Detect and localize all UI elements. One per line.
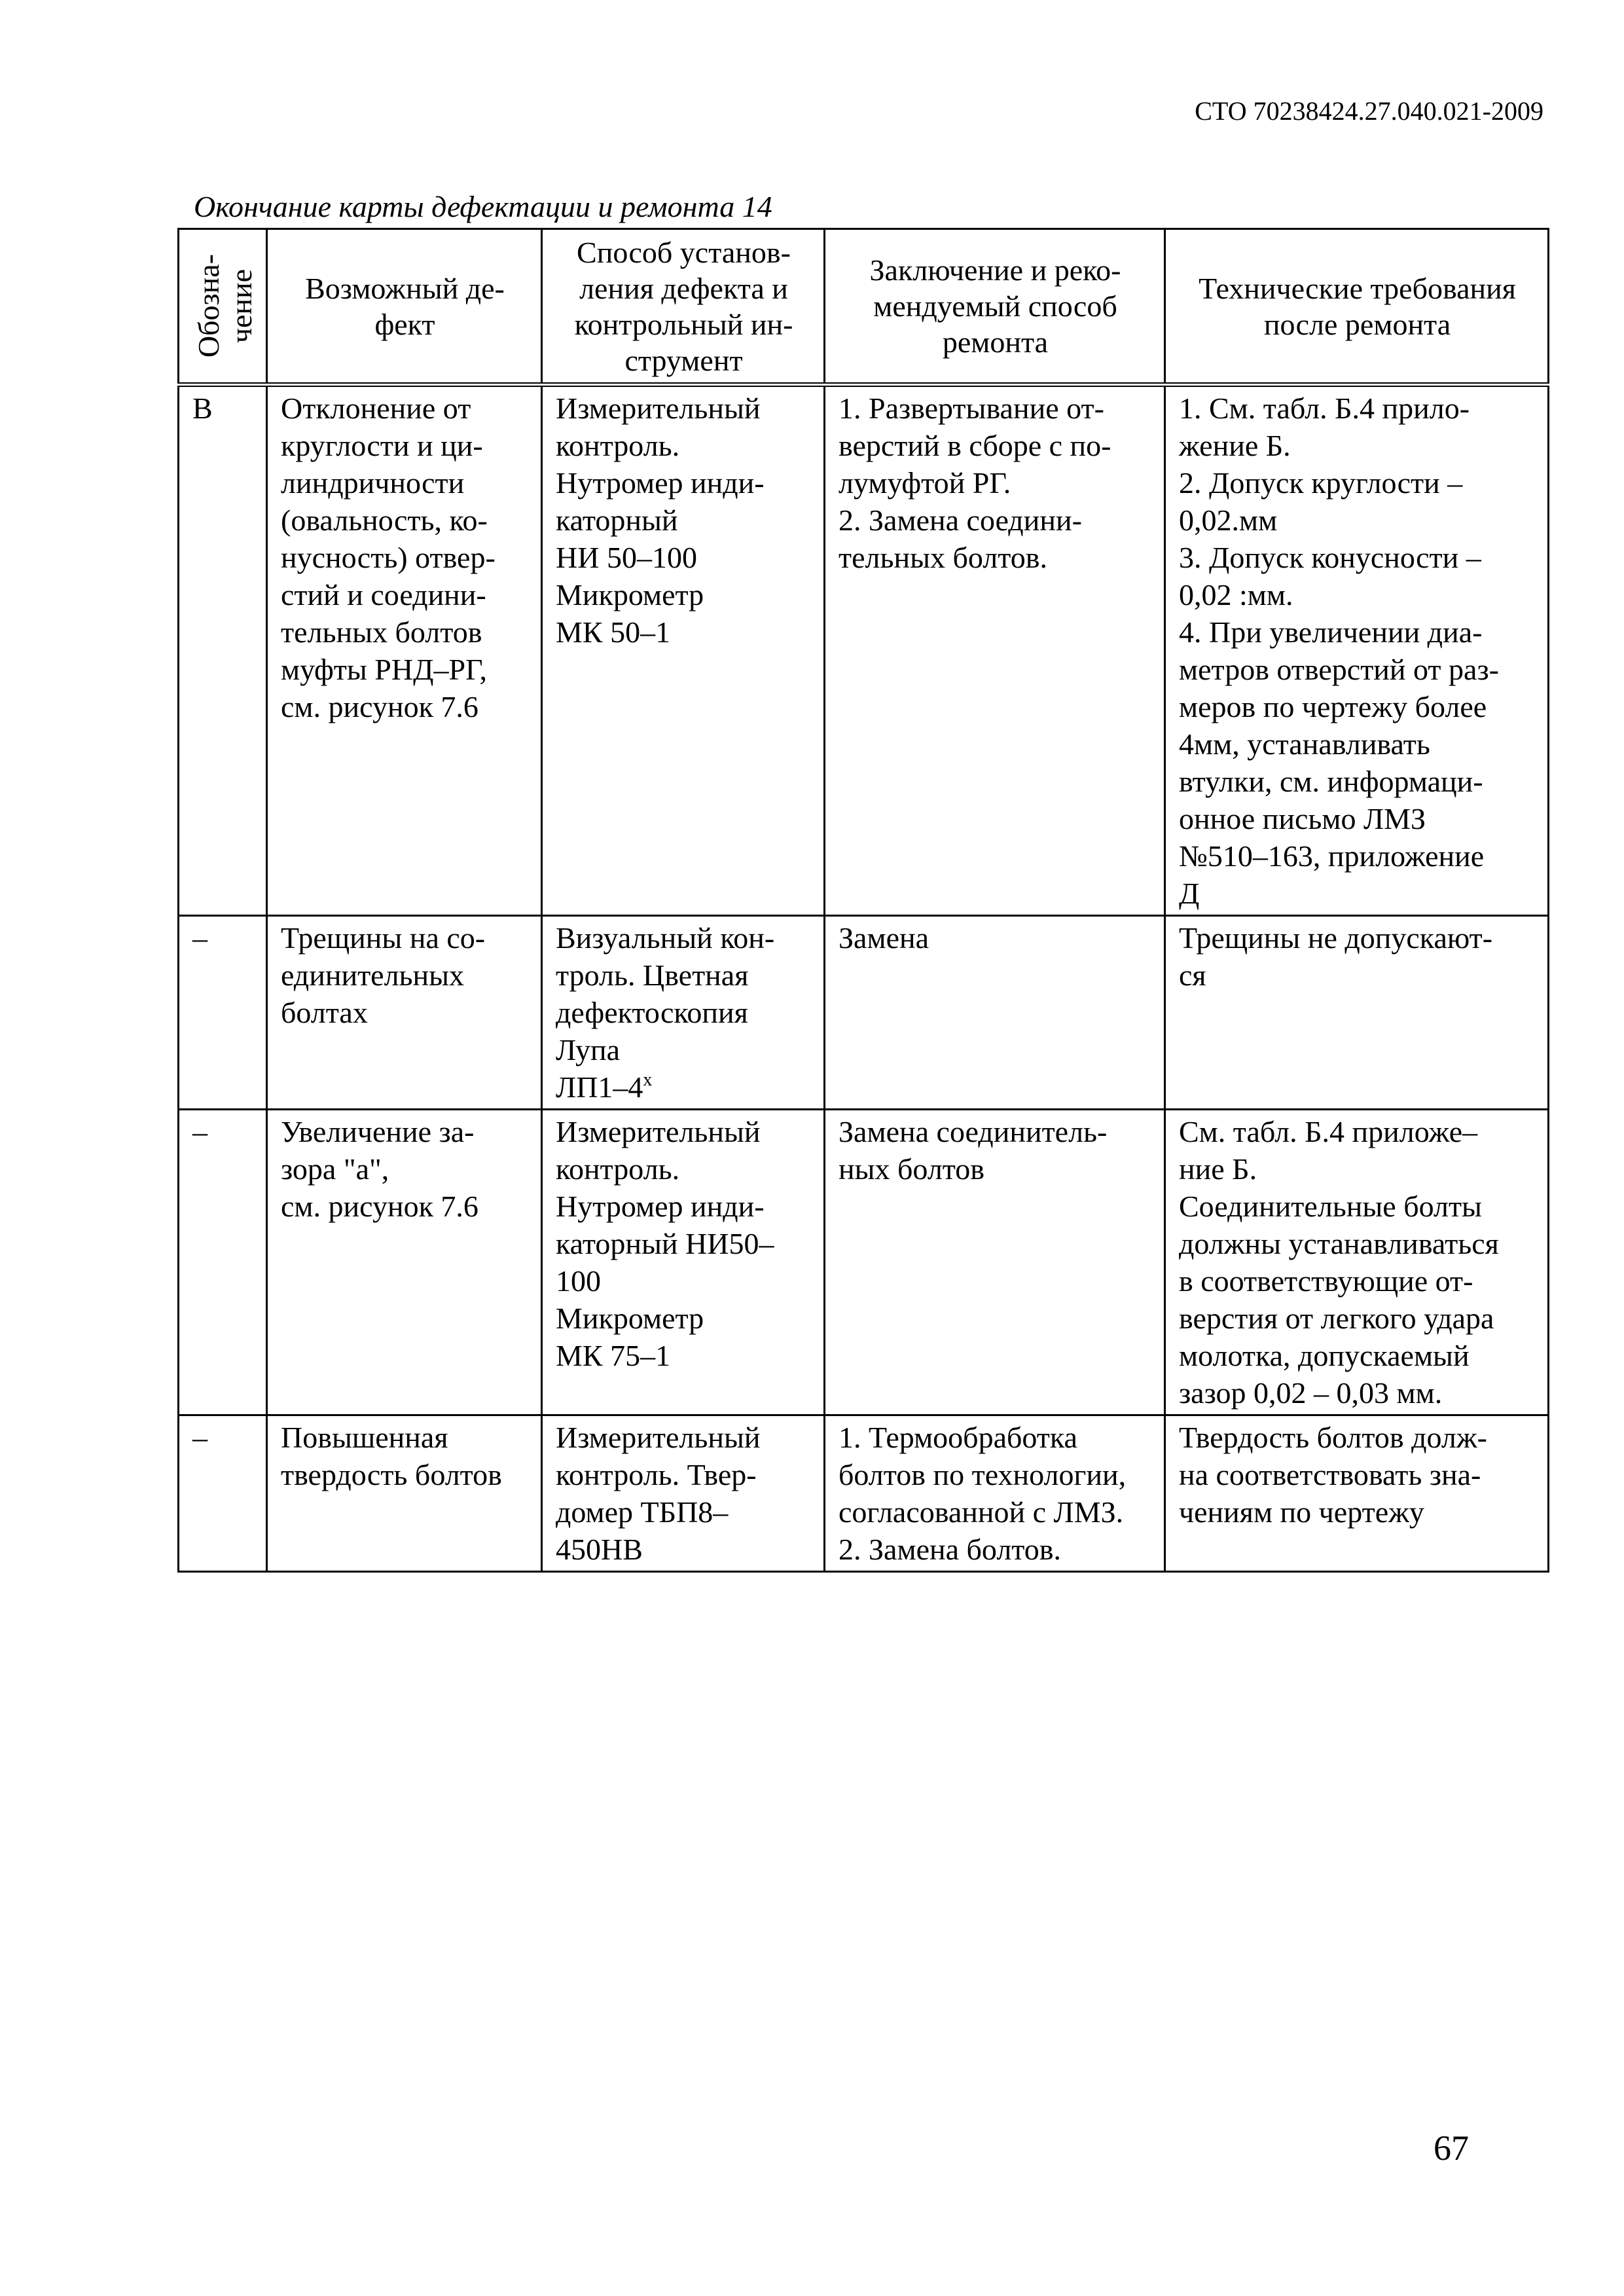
cell-line: Обозна-	[192, 254, 225, 358]
cell-line: в соответствующие от-	[1179, 1264, 1473, 1298]
cell-line: 2. Допуск круглости –	[1179, 466, 1463, 500]
cell-line: Измерительный	[556, 1115, 761, 1148]
cell-line: молотка, допускаемый	[1179, 1339, 1470, 1372]
table-row	[179, 385, 1549, 916]
cell-line: мендуемый способ	[873, 289, 1117, 323]
cell-line: Измерительный	[556, 392, 761, 425]
table-row	[179, 1415, 1549, 1572]
header-method	[542, 229, 825, 385]
cell-line: НИ 50–100	[556, 541, 697, 574]
cell-line: Возможный де-	[305, 271, 505, 305]
cell-line: муфты РНД–РГ,	[281, 653, 487, 686]
header-requirements	[1165, 229, 1549, 385]
cell-line: см. рисунок 7.6	[281, 1190, 478, 1223]
cell-line: 450НВ	[556, 1533, 643, 1566]
cell-line: Замена	[839, 921, 929, 955]
cell-line: 3. Допуск конусности –	[1179, 541, 1481, 574]
cell-line: Микрометр	[556, 578, 704, 611]
cell-line: Отклонение от	[281, 392, 471, 425]
cell-line: Способ установ-	[577, 235, 791, 269]
cell-line: Нутромер инди-	[556, 466, 765, 500]
cell-line: 4. При увеличении диа-	[1179, 615, 1483, 649]
cell-line: Технические требования	[1199, 271, 1516, 305]
cell-line: лумуфтой РГ.	[839, 466, 1011, 500]
cell-line: Заключение и реко-	[869, 253, 1121, 287]
header-conclusion	[825, 229, 1165, 385]
cell-line: Микрометр	[556, 1302, 704, 1335]
cell-line: зора "а",	[281, 1152, 389, 1186]
cell-line: струмент	[624, 343, 743, 377]
cell-line: верстия от легкого удара	[1179, 1302, 1494, 1335]
cell-line: каторный НИ50–	[556, 1227, 774, 1260]
cell-line: каторный	[556, 503, 678, 537]
cell-line: контроль.	[556, 429, 680, 462]
cell-line: троль. Цветная	[556, 958, 749, 992]
cell-line: (овальность, ко-	[281, 503, 488, 537]
header-designation	[179, 229, 267, 385]
cell-defect	[267, 385, 542, 916]
cell-line: чение	[225, 268, 258, 344]
cell-line: болтов по технологии,	[839, 1458, 1127, 1491]
header-designation-text	[192, 254, 258, 357]
cell-line: согласованной с ЛМЗ.	[839, 1495, 1124, 1529]
cell-defect	[267, 1415, 542, 1572]
cell-conclusion	[825, 385, 1165, 916]
cell-method	[542, 1110, 825, 1415]
cell-line: линдричности	[281, 466, 465, 500]
magnifier-model-text: ЛП1–4	[556, 1070, 643, 1104]
cell-conclusion	[825, 916, 1165, 1110]
cell-line: 2. Замена болтов.	[839, 1533, 1061, 1566]
cell-line: контроль.	[556, 1152, 680, 1186]
cell-line: втулки, см. информаци-	[1179, 765, 1483, 798]
cell-line: стий и соедини-	[281, 578, 486, 611]
cell-line: 0,02.мм	[1179, 503, 1278, 537]
cell-line: 4мм, устанавливать	[1179, 727, 1430, 761]
cell-line: тельных болтов	[281, 615, 482, 649]
cell-line: единительных	[281, 958, 465, 992]
cell-line: 2. Замена соедини-	[839, 503, 1082, 537]
cell-line: ных болтов	[839, 1152, 984, 1186]
cell-requirements	[1165, 916, 1549, 1110]
cell-line: 1. См. табл. Б.4 прило-	[1179, 392, 1470, 425]
cell-conclusion	[825, 1415, 1165, 1572]
table-caption: Окончание карты дефектации и ремонта 14	[194, 190, 772, 223]
magnifier-model	[556, 1068, 812, 1106]
cell-line: метров отверстий от раз-	[1179, 653, 1499, 686]
cell-line: меров по чертежу более	[1179, 690, 1487, 723]
cell-line: 1. Термообработка	[839, 1421, 1077, 1454]
cell-requirements	[1165, 1110, 1549, 1415]
cell-line: 0,02 :мм.	[1179, 578, 1293, 611]
cell-line: контрольный ин-	[574, 307, 793, 341]
cell-line: жение Б.	[1179, 429, 1291, 462]
cell-line: нусность) отвер-	[281, 541, 496, 574]
cell-line: 100	[556, 1264, 601, 1298]
cell-line: Трещины не допускают-	[1179, 921, 1493, 955]
cell-line: зазор 0,02 – 0,03 мм.	[1179, 1376, 1443, 1410]
table-row	[179, 916, 1549, 1110]
cell-defect	[267, 916, 542, 1110]
cell-designation: –	[179, 916, 267, 1110]
cell-requirements	[1165, 385, 1549, 916]
cell-line: ние Б.	[1179, 1152, 1257, 1186]
cell-line: верстий в сборе с по-	[839, 429, 1111, 462]
cell-line: Увеличение за-	[281, 1115, 475, 1148]
cell-line: Визуальный кон-	[556, 921, 775, 955]
document-code: СТО 70238424.27.040.021-2009	[1195, 96, 1543, 126]
cell-line: круглости и ци-	[281, 429, 483, 462]
cell-line: Д	[1179, 877, 1200, 910]
cell-line: Измерительный	[556, 1421, 761, 1454]
cell-line: должны устанавливаться	[1179, 1227, 1499, 1260]
cell-line: МК 75–1	[556, 1339, 671, 1372]
cell-line: тельных болтов.	[839, 541, 1047, 574]
cell-method	[542, 385, 825, 916]
cell-line: Нутромер инди-	[556, 1190, 765, 1223]
cell-line: домер ТБП8–	[556, 1495, 729, 1529]
cell-line: МК 50–1	[556, 615, 671, 649]
cell-line: Замена соединитель-	[839, 1115, 1108, 1148]
cell-line: Лупа	[556, 1033, 621, 1066]
header-defect	[267, 229, 542, 385]
cell-method-lines	[556, 919, 812, 1068]
cell-designation: –	[179, 1415, 267, 1572]
cell-defect	[267, 1110, 542, 1415]
cell-line: Трещины на со-	[281, 921, 486, 955]
magnifier-model-superscript: х	[643, 1070, 653, 1090]
cell-line: ся	[1179, 958, 1206, 992]
cell-line: чениям по чертежу	[1179, 1495, 1424, 1529]
cell-line: ления дефекта и	[579, 271, 788, 305]
cell-conclusion	[825, 1110, 1165, 1415]
cell-line: Твердость болтов долж-	[1179, 1421, 1487, 1454]
cell-line: См. табл. Б.4 приложе–	[1179, 1115, 1478, 1148]
cell-method	[542, 916, 825, 1110]
cell-line: ремонта	[942, 325, 1049, 359]
table-row	[179, 1110, 1549, 1415]
cell-line: 1. Развертывание от-	[839, 392, 1104, 425]
defect-repair-table	[177, 228, 1549, 1573]
cell-line: на соответствовать зна-	[1179, 1458, 1481, 1491]
cell-line: см. рисунок 7.6	[281, 690, 478, 723]
cell-line: после ремонта	[1263, 307, 1451, 341]
table-header-row	[179, 229, 1549, 385]
cell-requirements	[1165, 1415, 1549, 1572]
cell-line: болтах	[281, 996, 368, 1029]
cell-line: №510–163, приложение	[1179, 839, 1485, 873]
cell-designation: –	[179, 1110, 267, 1415]
cell-line: дефектоскопия	[556, 996, 748, 1029]
cell-method	[542, 1415, 825, 1572]
page-number: 67	[1434, 2128, 1469, 2168]
cell-line: онное письмо ЛМЗ	[1179, 802, 1426, 835]
cell-line: твердость болтов	[281, 1458, 502, 1491]
cell-line: Соединительные болты	[1179, 1190, 1482, 1223]
cell-designation: В	[179, 385, 267, 916]
cell-line: Повышенная	[281, 1421, 448, 1454]
cell-line: фект	[374, 307, 435, 341]
cell-line: контроль. Твер-	[556, 1458, 757, 1491]
